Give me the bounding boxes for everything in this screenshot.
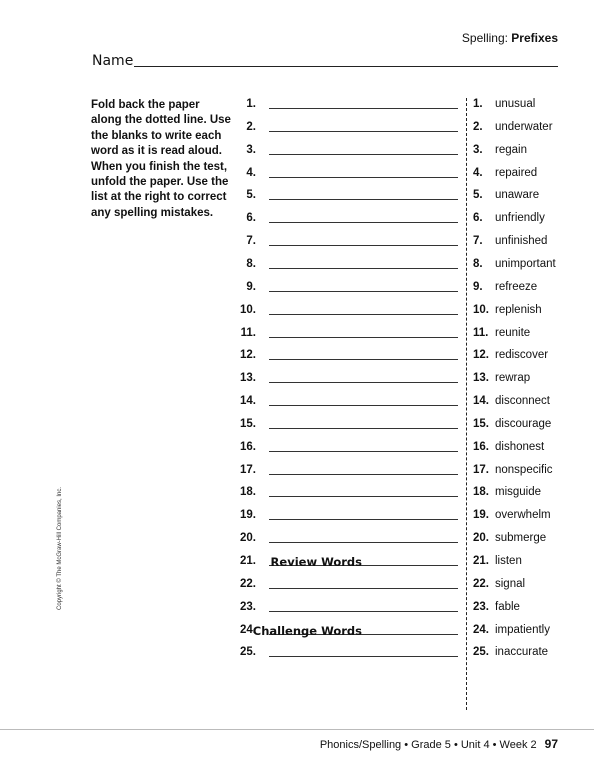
answer-word: inaccurate — [495, 646, 549, 659]
test-row-number: 1. — [246, 98, 256, 110]
answer-word: listen — [495, 555, 522, 567]
footer-course-info: Phonics/Spelling • Grade 5 • Unit 4 • Week 2 — [319, 739, 537, 751]
answer-number: 25. — [473, 646, 489, 659]
answer-blank-line[interactable] — [269, 656, 458, 657]
answer-blank-line[interactable] — [269, 405, 458, 406]
answer-number: 12. — [473, 349, 489, 362]
answer-blank-line[interactable] — [269, 451, 458, 452]
answer-row — [473, 258, 556, 274]
answer-row — [473, 212, 545, 228]
answer-number: 10. — [473, 303, 489, 316]
answer-word: rediscover — [495, 349, 549, 362]
answer-row — [473, 98, 535, 114]
test-row-number: 19. — [240, 509, 256, 522]
test-row-number: 9. — [246, 280, 256, 293]
answer-blank-line[interactable] — [269, 359, 458, 360]
answer-row — [473, 372, 530, 388]
test-row — [0, 235, 466, 251]
test-row — [0, 121, 466, 137]
test-row-number: 22. — [240, 577, 256, 590]
answer-word: fable — [495, 600, 520, 613]
test-row-number: 10. — [240, 303, 256, 316]
answer-blank-line[interactable] — [269, 108, 458, 109]
challenge-words-label: Challenge Words — [252, 623, 362, 638]
answer-row — [473, 281, 537, 297]
test-row — [0, 532, 466, 548]
answer-blank-line[interactable] — [269, 245, 458, 246]
answer-number: 13. — [473, 372, 489, 385]
test-row — [0, 189, 466, 205]
answer-word: unaware — [495, 189, 540, 202]
test-row-number: 14. — [240, 395, 256, 408]
answer-number: 18. — [473, 486, 489, 499]
test-row — [0, 624, 466, 640]
answer-word: disconnect — [495, 395, 550, 408]
test-row-number: 23. — [240, 600, 256, 613]
answer-row — [473, 418, 551, 434]
answer-blank-line[interactable] — [269, 611, 458, 612]
test-row — [0, 464, 466, 480]
answer-number: 2. — [473, 120, 483, 133]
answer-word: refreeze — [495, 280, 538, 293]
test-row — [0, 646, 466, 662]
test-row — [0, 509, 466, 525]
test-row-number: 11. — [240, 326, 256, 339]
answer-row — [473, 349, 548, 365]
answer-number: 6. — [473, 212, 483, 225]
test-row-number: 20. — [240, 532, 256, 545]
answer-row — [473, 304, 542, 320]
test-row-number: 8. — [246, 257, 256, 270]
answer-blank-line[interactable] — [269, 588, 458, 589]
test-row-number: 2. — [246, 120, 256, 133]
answer-word: impatiently — [495, 623, 550, 636]
answer-blank-line[interactable] — [269, 542, 458, 543]
answer-number: 1. — [473, 98, 483, 110]
answer-number: 23. — [473, 600, 489, 613]
answer-number: 14. — [473, 395, 489, 408]
answer-blank-line[interactable] — [269, 314, 458, 315]
instructions-text: Fold back the paper along the dotted line. Use the blanks to write each word as it is read aloud. When you finish the test, unfold the paper. Use the list at the right to correct any spelling mistakes. — [91, 99, 231, 219]
answer-word: rewrap — [495, 372, 531, 385]
answer-number: 17. — [473, 463, 489, 476]
answer-row — [473, 167, 537, 183]
answer-number: 21. — [473, 555, 489, 567]
test-row — [0, 304, 466, 320]
topic-prefix: Spelling: — [461, 31, 512, 45]
answer-number: 16. — [473, 440, 489, 453]
answer-word: overwhelm — [495, 509, 551, 522]
copyright-notice: Copyright © The McGraw-Hill Companies, Inc. — [57, 486, 63, 610]
answer-row — [473, 144, 527, 160]
test-row — [0, 98, 466, 114]
name-label: Name — [92, 53, 134, 69]
answer-word: reunite — [495, 326, 531, 339]
test-row — [0, 555, 466, 571]
answer-row — [473, 464, 553, 480]
test-row-number: 25. — [240, 646, 256, 659]
review-words-label: Review Words — [270, 555, 362, 569]
test-row-number: 5. — [246, 189, 256, 202]
answer-word: discourage — [495, 417, 552, 430]
answer-row — [473, 509, 551, 525]
answer-word: unfinished — [495, 235, 548, 248]
answer-number: 4. — [473, 166, 483, 179]
answer-word: repaired — [495, 166, 538, 179]
test-row — [0, 441, 466, 457]
name-field — [92, 53, 558, 69]
answer-blank-line[interactable] — [269, 199, 458, 200]
answer-blank-line[interactable] — [269, 222, 458, 223]
answer-word: signal — [495, 577, 526, 590]
name-blank-line[interactable] — [134, 66, 558, 67]
test-row — [0, 281, 466, 297]
test-row — [0, 418, 466, 434]
answer-number: 5. — [473, 189, 483, 202]
answer-blank-line[interactable] — [269, 131, 458, 132]
answer-row — [473, 327, 530, 343]
answer-row — [473, 532, 546, 548]
answer-blank-line[interactable] — [269, 337, 458, 338]
topic-name: Prefixes — [511, 31, 558, 45]
answer-word: regain — [495, 143, 527, 156]
answer-row — [473, 646, 548, 662]
answer-word: nonspecific — [495, 463, 553, 476]
answer-blank-line[interactable] — [269, 268, 458, 269]
answer-row — [473, 189, 539, 205]
test-row-number: 21. — [240, 555, 256, 567]
answer-blank-line[interactable] — [269, 177, 458, 178]
answer-word: misguide — [495, 486, 542, 499]
answer-row — [473, 486, 541, 502]
answer-row — [473, 555, 522, 571]
test-row-number: 15. — [240, 417, 256, 430]
answer-word: submerge — [495, 532, 547, 545]
test-row-number: 17. — [240, 463, 256, 476]
answer-blank-line[interactable] — [269, 519, 458, 520]
answer-number: 3. — [473, 143, 483, 156]
test-row — [0, 372, 466, 388]
answer-number: 22. — [473, 577, 489, 590]
answer-number: 15. — [473, 417, 489, 430]
test-row-number: 16. — [240, 440, 256, 453]
test-row-number: 6. — [246, 212, 256, 225]
worksheet-topic — [462, 31, 558, 45]
answer-word: underwater — [495, 120, 553, 133]
answer-row — [473, 624, 550, 640]
answer-word: unusual — [495, 98, 536, 110]
footer-divider — [0, 729, 594, 730]
answer-blank-line[interactable] — [269, 291, 458, 292]
answer-row — [473, 601, 520, 617]
test-row — [0, 144, 466, 160]
fold-dotted-line — [466, 98, 467, 710]
answer-number: 9. — [473, 280, 483, 293]
answer-blank-line[interactable] — [269, 496, 458, 497]
answer-blank-line[interactable] — [269, 154, 458, 155]
answer-word: unimportant — [495, 257, 556, 270]
answer-row — [473, 395, 550, 411]
test-row — [0, 258, 466, 274]
answer-word: dishonest — [495, 440, 545, 453]
answer-number: 7. — [473, 235, 483, 248]
answer-blank-line[interactable] — [269, 474, 458, 475]
test-row — [0, 578, 466, 594]
test-row — [0, 349, 466, 365]
answer-row — [473, 235, 547, 251]
test-row-number: 7. — [246, 235, 256, 248]
test-row — [0, 395, 466, 411]
test-row-number: 18. — [240, 486, 256, 499]
test-row-number: 4. — [246, 166, 256, 179]
test-row-number: 24. — [240, 623, 256, 636]
answer-blank-line[interactable] — [269, 428, 458, 429]
answer-row — [473, 441, 544, 457]
answer-number: 8. — [473, 257, 483, 270]
test-row — [0, 167, 466, 183]
test-row-number: 3. — [246, 143, 256, 156]
footer — [320, 737, 558, 751]
answer-row — [473, 578, 525, 594]
answer-number: 11. — [473, 326, 489, 339]
page-number: 97 — [544, 737, 558, 751]
test-row — [0, 212, 466, 228]
test-row — [0, 486, 466, 502]
answer-blank-line[interactable] — [269, 382, 458, 383]
test-row — [0, 327, 466, 343]
answer-number: 24. — [473, 623, 489, 636]
answer-number: 19. — [473, 509, 489, 522]
answer-row — [473, 121, 553, 137]
answer-word: replenish — [495, 303, 542, 316]
answer-number: 20. — [473, 532, 489, 545]
answer-word: unfriendly — [495, 212, 545, 225]
test-row-number: 13. — [240, 372, 256, 385]
test-row-number: 12. — [240, 349, 256, 362]
test-row — [0, 601, 466, 617]
